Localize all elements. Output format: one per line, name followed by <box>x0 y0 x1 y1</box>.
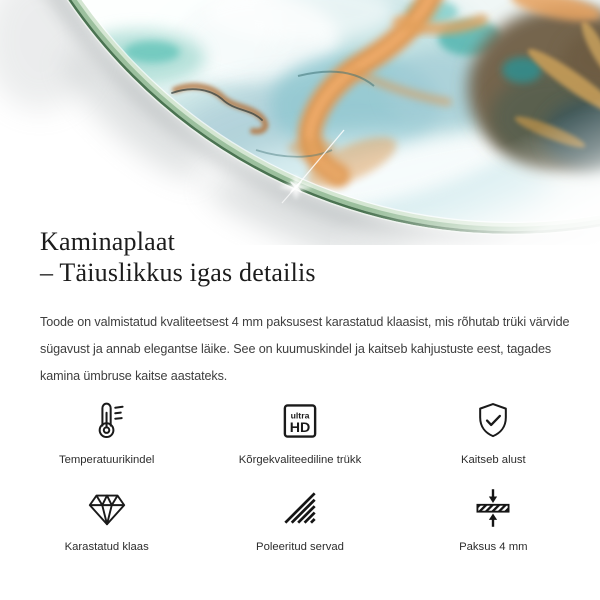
page-title-line1: Kaminaplaat <box>40 227 176 256</box>
feature-label: Poleeritud servad <box>256 541 344 553</box>
feature-label: Kõrgekvaliteediline trükk <box>238 454 362 466</box>
thickness-icon <box>471 485 515 531</box>
feature-tempered-glass <box>10 485 203 554</box>
ultra-hd-icon <box>278 398 322 444</box>
ultra-hd-icon-text-bottom: HD <box>289 420 311 436</box>
feature-label: Karastatud klaas <box>64 541 149 553</box>
feature-temperature <box>10 398 203 467</box>
product-description <box>40 309 570 390</box>
white-fade-overlay <box>330 0 600 245</box>
thermometer-icon <box>85 398 129 444</box>
description-line: Toode on valmistatud kvaliteetsest 4 mm paksusest karastatud klaasist, mis rõhutab trüki värvide <box>40 315 570 329</box>
ultra-hd-icon-text-top: ultra <box>290 410 310 421</box>
page-title-line2: – Täiuslikkus igas detailis <box>40 258 316 287</box>
product-description-section <box>40 226 570 390</box>
description-line: sügavust ja annab elegantse läike. See on kuumuskindel ja kaitseb kahjustuste eest, tagades <box>40 342 552 356</box>
polished-edges-icon <box>278 485 322 531</box>
diamond-icon <box>84 485 130 531</box>
feature-polished-edges <box>203 485 396 554</box>
description-line: kamina ümbruse kaitse aastateks. <box>40 369 228 383</box>
page-title <box>40 226 570 288</box>
feature-label: Paksus 4 mm <box>459 541 528 553</box>
feature-protects-base <box>397 398 590 467</box>
feature-thickness <box>397 485 590 554</box>
shield-check-icon <box>471 398 515 444</box>
feature-grid <box>10 398 590 554</box>
feature-label: Kaitseb alust <box>460 454 526 466</box>
hero-product-photo <box>0 0 600 245</box>
feature-label: Temperatuurikindel <box>58 454 155 466</box>
feature-print-quality <box>203 398 396 467</box>
